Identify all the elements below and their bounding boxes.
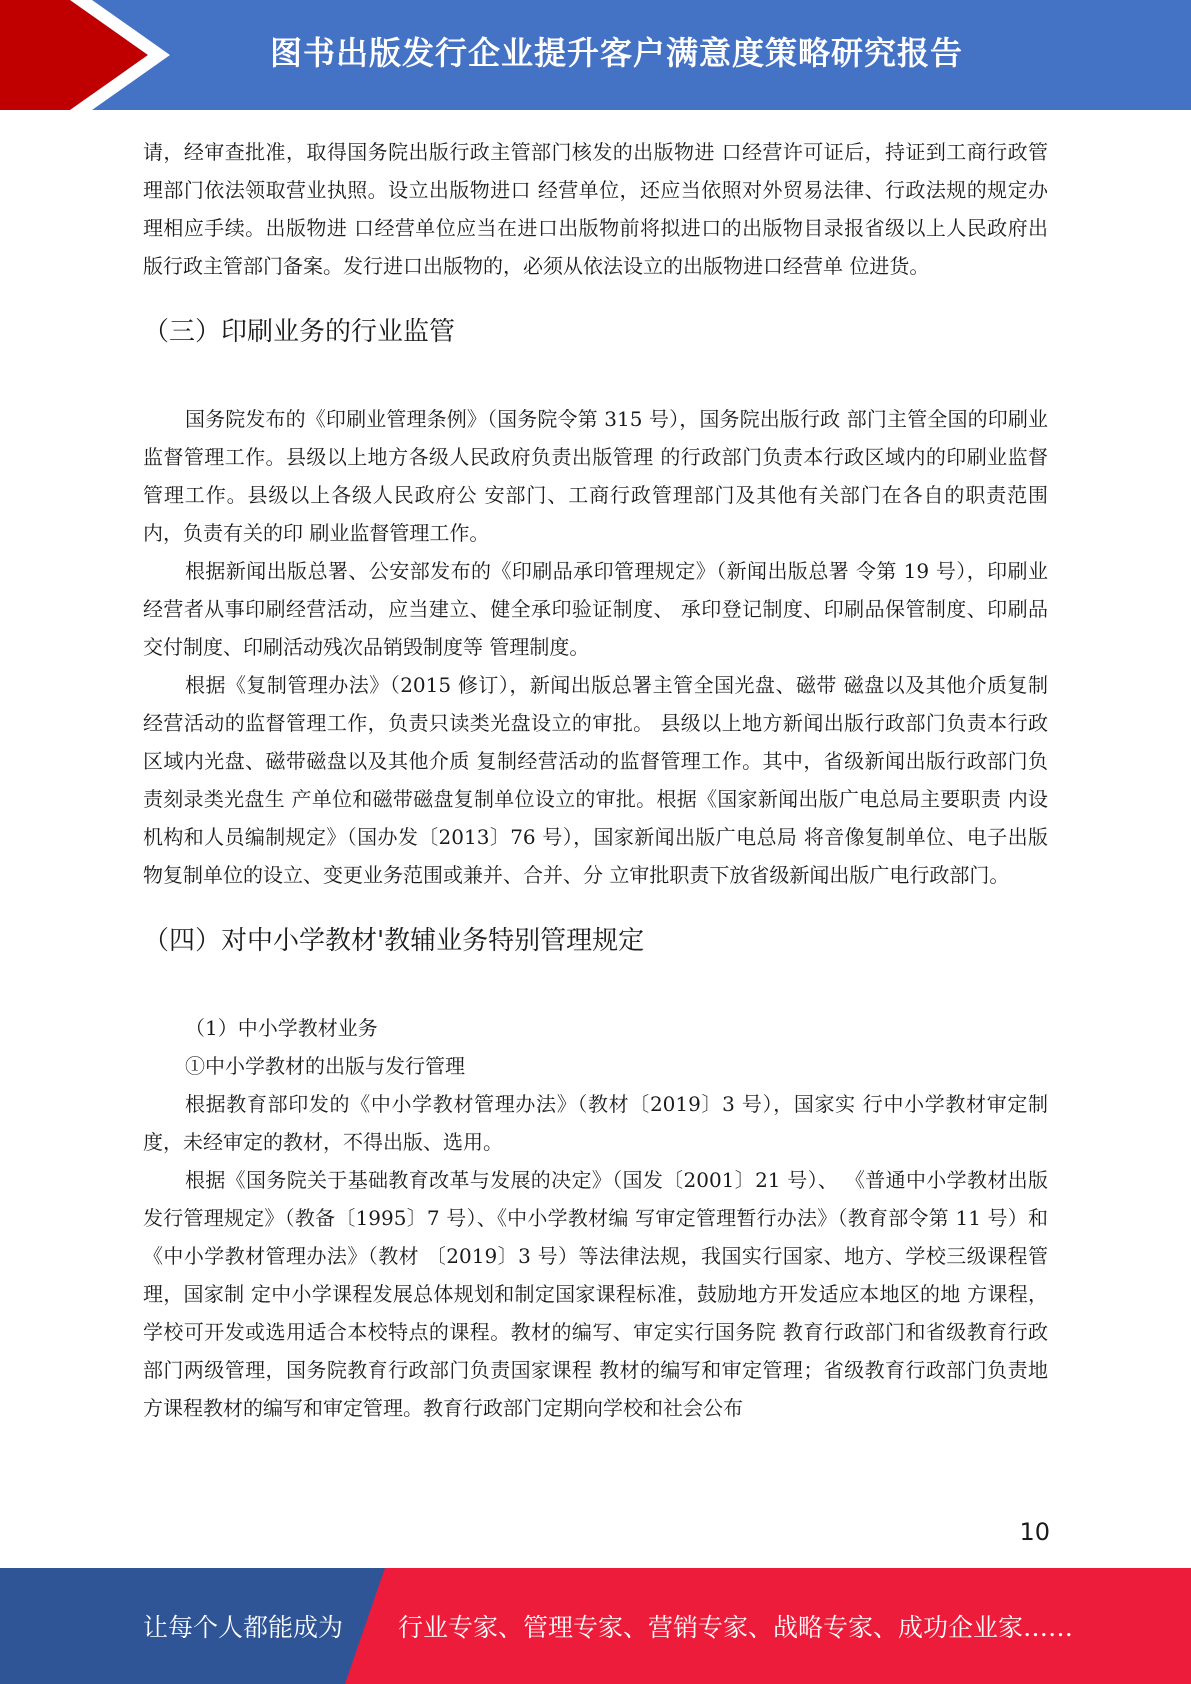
paragraph: 国务院发布的《印刷业管理条例》（国务院令第 315 号），国务院出版行政 部门主管全国的印刷业监督管理工作。县级以上地方各级人民政府负责出版管理 的行政部门负责本行政区域内的印刷业监督管理工作。县级以上各级人民政府公 安部门、工商行政管理部门及其他有关部门在各自的职责范围内，负责有关的印 刷业监督管理工作。 [143, 407, 1048, 545]
page-content [143, 133, 1048, 1427]
footer-slogan-right: 行业专家、管理专家、营销专家、战略专家、成功企业家…… [398, 1613, 1074, 1642]
header-title: 图书出版发行企业提升客户满意度策略研究报告 [270, 34, 964, 72]
paragraph: 请，经审查批准，取得国务院出版行政主管部门核发的出版物进 口经营许可证后，持证到工商行政管理部门依法领取营业执照。设立出版物进口 经营单位，还应当依照对外贸易法律、行政法规的规定办理相应手续。出版物进 口经营单位应当在进口出版物前将拟进口的出版物目录报省级以上人民政府出 版行政主管部门备案。发行进口出版物的，必须从依法设立的出版物进口经营单 位进货。 [143, 140, 1048, 278]
section-heading: （三）印刷业务的行业监管 [143, 317, 456, 347]
section-heading: （四）对中小学教材'教辅业务特别管理规定 [143, 926, 645, 956]
paragraph: 根据教育部印发的《中小学教材管理办法》（教材〔2019〕3 号），国家实 行中小学教材审定制度，未经审定的教材，不得出版、选用。 [143, 1092, 1048, 1154]
list-item: ①中小学教材的出版与发行管理 [185, 1054, 465, 1078]
page-header [0, 0, 1191, 110]
footer-slogan-left: 让每个人都能成为 [143, 1613, 344, 1642]
paragraph: 根据《国务院关于基础教育改革与发展的决定》（国发〔2001〕21 号）、 《普通中小学教材出版发行管理规定》（教备〔1995〕7 号）、《中小学教材编 写审定管理暂行办法》（教育部令第 11 号）和《中小学教材管理办法》（教材 〔2019〕3 号）等法律法规，我国实行国家、地方、学校三级课程管理，国家制 定中小学课程发展总体规划和制定国家课程标准，鼓励地方开发适应本地区的地 方课程，学校可开发或选用适合本校特点的课程。教材的编写、审定实行国务院 教育行政部门和省级教育行政部门两级管理，国务院教育行政部门负责国家课程 教材的编写和审定管理；省级教育行政部门负责地方课程教材的编写和审定管理。教育行政部门定期向学校和社会公布 [143, 1168, 1048, 1420]
list-item: （1）中小学教材业务 [185, 1016, 378, 1040]
page-footer [0, 1568, 1191, 1684]
paragraph: 根据新闻出版总署、公安部发布的《印刷品承印管理规定》（新闻出版总署 令第 19 号），印刷业经营者从事印刷经营活动，应当建立、健全承印验证制度、 承印登记制度、印刷品保管制度、印刷品交付制度、印刷活动残次品销毁制度等 管理制度。 [143, 559, 1048, 659]
paragraph: 根据《复制管理办法》（2015 修订），新闻出版总署主管全国光盘、磁带 磁盘以及其他介质复制经营活动的监督管理工作，负责只读类光盘设立的审批。 县级以上地方新闻出版行政部门负责本行政区域内光盘、磁带磁盘以及其他介质 复制经营活动的监督管理工作。其中，省级新闻出版行政部门负责刻录类光盘生 产单位和磁带磁盘复制单位设立的审批。根据《国家新闻出版广电总局主要职责 内设机构和人员编制规定》（国办发〔2013〕76 号），国家新闻出版广电总局 将音像复制单位、电子出版物复制单位的设立、变更业务范围或兼并、合并、分 立审批职责下放省级新闻出版广电行政部门。 [143, 673, 1048, 887]
page-number: 10 [1019, 1518, 1050, 1546]
